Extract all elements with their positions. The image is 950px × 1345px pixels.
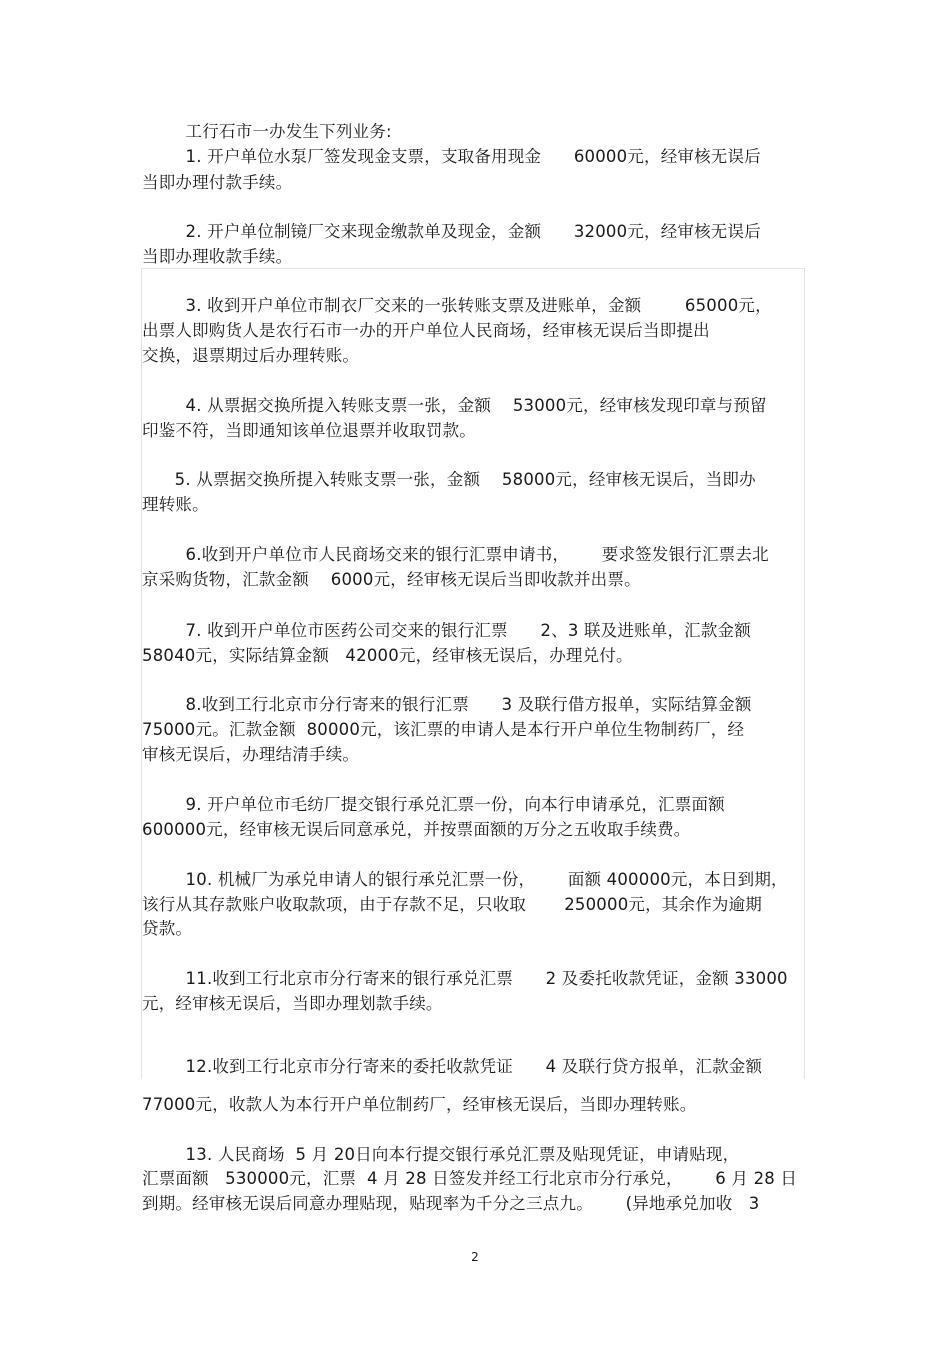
item-3-line-2: 出票人即购货人是农行石市一办的开户单位人民商场，经审核无误后当即提出 bbox=[142, 321, 710, 340]
item-3-line-1: 3. 收到开户单位市制衣厂交来的一张转账支票及进账单，金额 65000元， bbox=[142, 296, 772, 315]
item-5-line-1: 5. 从票据交换所提入转账支票一张，金额 58000元，经审核无误后，当即办 bbox=[142, 470, 756, 489]
item-1-line-1: 1. 开户单位水泵厂签发现金支票，支取备用现金 60000元，经审核无误后 bbox=[142, 147, 761, 166]
item-9-line-2: 600000元，经审核无误后同意承兑，并按票面额的万分之五收取手续费。 bbox=[142, 820, 691, 839]
item-4-line-2: 印鉴不符，当即通知该单位退票并收取罚款。 bbox=[142, 421, 476, 440]
item-8-line-2: 75000元。汇款金额 80000元，该汇票的申请人是本行开户单位生物制药厂，经 bbox=[142, 720, 745, 739]
page-number: 2 bbox=[471, 1250, 479, 1264]
item-13-line-2: 汇票面额 530000元，汇票 4 月 28 日签发并经工行北京市分行承兑， 6 月 28 日 bbox=[142, 1169, 798, 1188]
item-12-line-1: 12.收到工行北京市分行寄来的委托收款凭证 4 及联行贷方报单，汇款金额 bbox=[142, 1057, 763, 1076]
item-5-line-2: 理转账。 bbox=[142, 495, 209, 514]
item-12-line-2: 77000元，收款人为本行开户单位制药厂，经审核无误后，当即办理转账。 bbox=[142, 1095, 697, 1114]
item-11-line-1: 11.收到工行北京市分行寄来的银行承兑汇票 2 及委托收款凭证，金额 33000 bbox=[142, 969, 788, 988]
item-9-line-1: 9. 开户单位市毛纺厂提交银行承兑汇票一份，向本行申请承兑，汇票面额 bbox=[142, 795, 725, 814]
item-2-line-1: 2. 开户单位制镜厂交来现金缴款单及现金，金额 32000元，经审核无误后 bbox=[142, 222, 761, 241]
item-11-line-2: 元，经审核无误后，当即办理划款手续。 bbox=[142, 994, 443, 1013]
item-13-line-3: 到期。经审核无误后同意办理贴现，贴现率为千分之三点九。 (异地承兑加收 3 bbox=[142, 1194, 760, 1213]
item-3-line-3: 交换，退票期过后办理转账。 bbox=[142, 346, 360, 365]
item-1-line-2: 当即办理付款手续。 bbox=[142, 173, 293, 192]
item-7-line-2: 58040元，实际结算金额 42000元，经审核无误后，办理兑付。 bbox=[142, 646, 633, 665]
item-4-line-1: 4. 从票据交换所提入转账支票一张，金额 53000元，经审核发现印章与预留 bbox=[142, 396, 767, 415]
intro-line: 工行石市一办发生下列业务: bbox=[142, 122, 392, 141]
item-8-line-1: 8.收到工行北京市分行寄来的银行汇票 3 及联行借方报单，实际结算金额 bbox=[142, 695, 752, 714]
item-10-line-1: 10. 机械厂为承兑申请人的银行承兑汇票一份， 面额 400000元，本日到期， bbox=[142, 870, 788, 889]
item-8-line-3: 审核无误后，办理结清手续。 bbox=[142, 745, 360, 764]
scan-frame bbox=[141, 268, 805, 1079]
item-13-line-1: 13. 人民商场 5 月 20日向本行提交银行承兑汇票及贴现凭证，申请贴现， bbox=[142, 1145, 740, 1164]
item-6-line-1: 6.收到开户单位市人民商场交来的银行汇票申请书， 要求签发银行汇票去北 bbox=[142, 545, 769, 564]
item-6-line-2: 京采购货物，汇款金额 6000元，经审核无误后当即收款并出票。 bbox=[142, 570, 641, 589]
item-10-line-2: 该行从其存款账户收取款项，由于存款不足，只收取 250000元，其余作为逾期 bbox=[142, 895, 763, 914]
item-7-line-1: 7. 收到开户单位市医药公司交来的银行汇票 2、3 联及进账单，汇款金额 bbox=[142, 621, 751, 640]
item-2-line-2: 当即办理收款手续。 bbox=[142, 247, 293, 266]
item-10-line-3: 贷款。 bbox=[142, 919, 193, 938]
